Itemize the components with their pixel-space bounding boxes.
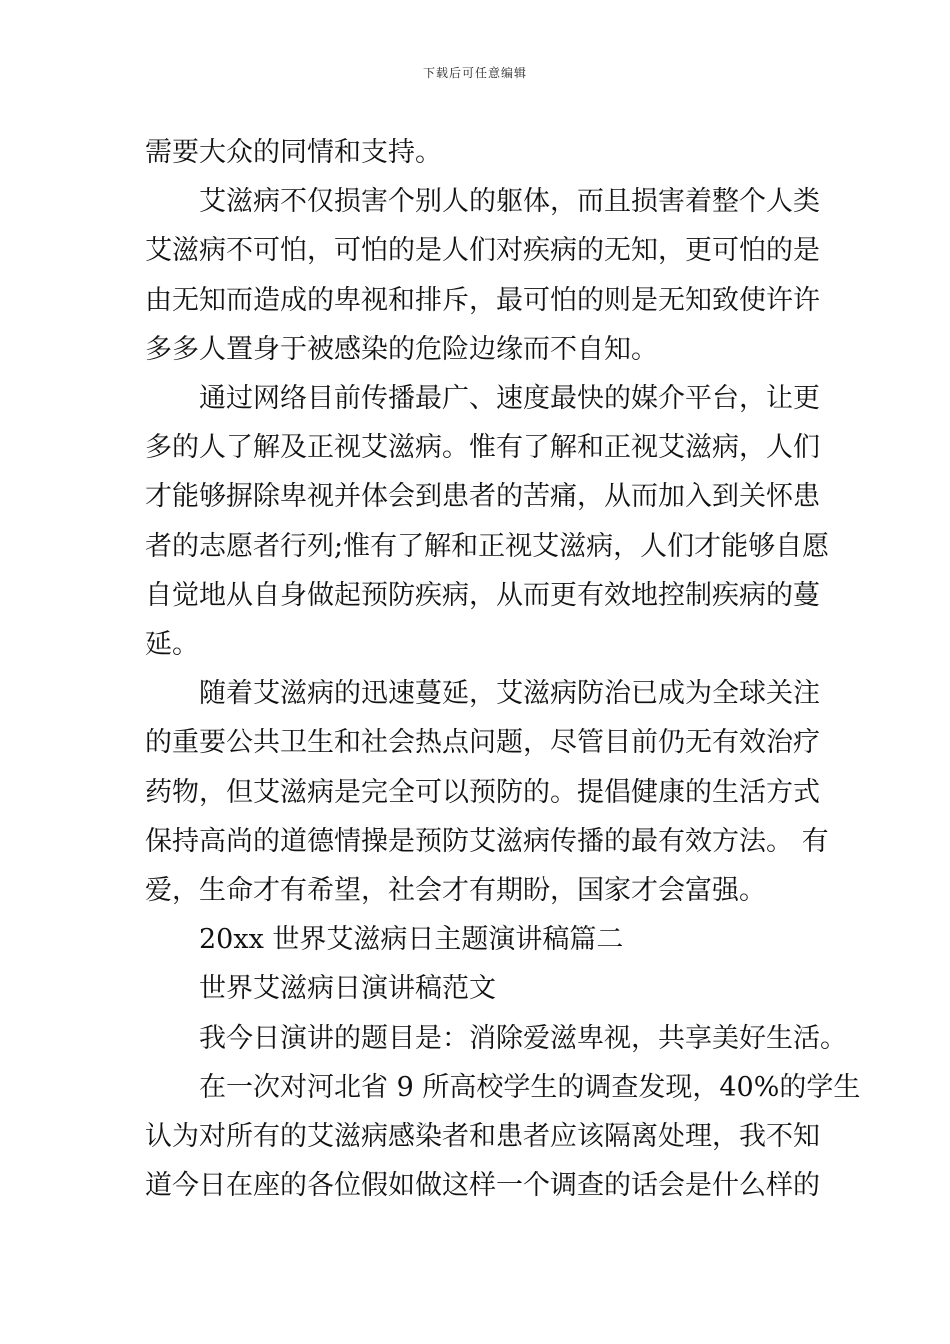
text-line: 多的人了解及正视艾滋病。惟有了解和正视艾滋病，人们 bbox=[145, 432, 820, 464]
text-line: 通过网络目前传播最广、速度最快的媒介平台，让更 bbox=[199, 383, 820, 415]
text-line: 保持高尚的道德情操是预防艾滋病传播的最有效方法。 有 bbox=[145, 825, 829, 857]
text-line: 艾滋病不可怕，可怕的是人们对疾病的无知，更可怕的是 bbox=[145, 235, 820, 267]
text-line: 者的志愿者行列;惟有了解和正视艾滋病，人们才能够自愿 bbox=[145, 530, 830, 562]
text-line: 在一次对河北省 9 所高校学生的调查发现，40%的学生 bbox=[199, 1071, 861, 1103]
text-line: 认为对所有的艾滋病感染者和患者应该隔离处理，我不知 bbox=[145, 1121, 820, 1153]
text-line: 世界艾滋病日演讲稿范文 bbox=[199, 973, 496, 1005]
text-line: 自觉地从自身做起预防疾病，从而更有效地控制疾病的蔓 bbox=[145, 579, 820, 611]
text-line: 才能够摒除卑视并体会到患者的苦痛，从而加入到关怀患 bbox=[145, 481, 820, 513]
text-line: 的重要公共卫生和社会热点问题，尽管目前仍无有效治疗 bbox=[145, 727, 820, 759]
text-line: 艾滋病不仅损害个别人的躯体，而且损害着整个人类 bbox=[199, 186, 820, 218]
text-line: 药物，但艾滋病是完全可以预防的。提倡健康的生活方式 bbox=[145, 776, 820, 808]
text-line: 多多人置身于被感染的危险边缘而不自知。 bbox=[145, 333, 658, 365]
text-line: 道今日在座的各位假如做这样一个调查的话会是什么样的 bbox=[145, 1170, 820, 1202]
text-line: 我今日演讲的题目是：消除爱滋卑视，共享美好生活。 bbox=[199, 1022, 847, 1054]
text-line: 需要大众的同情和支持。 bbox=[145, 137, 442, 168]
text-line: 随着艾滋病的迅速蔓延，艾滋病防治已成为全球关注 bbox=[199, 678, 820, 710]
page-header: 下载后可任意编辑 bbox=[422, 66, 527, 80]
text-line: 20xx 世界艾滋病日主题演讲稿篇二 bbox=[199, 924, 624, 956]
text-line: 延。 bbox=[145, 629, 199, 661]
document-body bbox=[145, 128, 861, 1210]
text-line: 由无知而造成的卑视和排斥，最可怕的则是无知致使许许 bbox=[145, 284, 820, 316]
text-line: 爱，生命才有希望，社会才有期盼，国家才会富强。 bbox=[145, 875, 766, 907]
